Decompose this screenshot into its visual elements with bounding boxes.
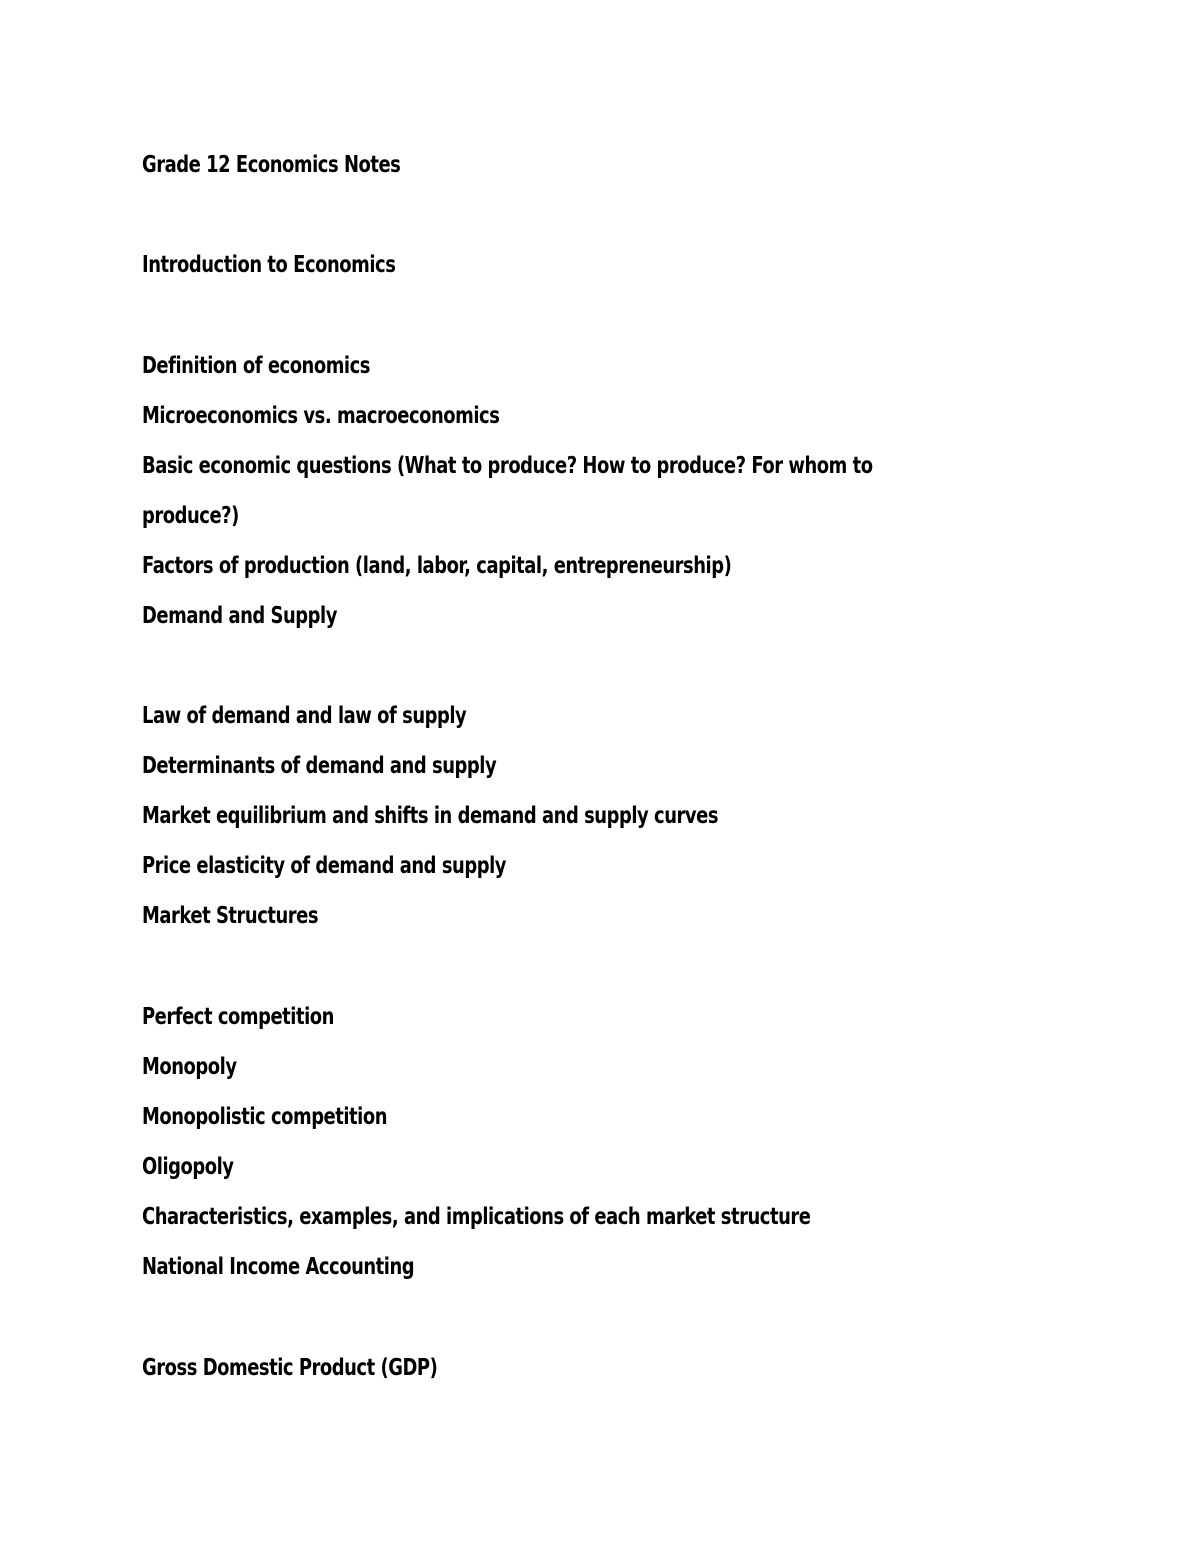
section-heading-market-structures: Market Structures (142, 903, 319, 929)
list-item: Characteristics, examples, and implications of each market structure (142, 1204, 811, 1230)
list-item: Perfect competition (142, 1004, 334, 1030)
list-item: Law of demand and law of supply (142, 703, 467, 729)
list-item: Price elasticity of demand and supply (142, 853, 506, 879)
list-item: Factors of production (land, labor, capital, entrepreneurship) (142, 553, 732, 579)
document-title: Grade 12 Economics Notes (142, 152, 401, 178)
list-item: Definition of economics (142, 353, 371, 379)
list-item: Monopoly (142, 1054, 237, 1080)
list-item: Gross Domestic Product (GDP) (142, 1355, 438, 1381)
section-heading-demand-supply: Demand and Supply (142, 603, 337, 629)
list-item-continuation: produce?) (142, 503, 239, 529)
list-item: Microeconomics vs. macroeconomics (142, 403, 500, 429)
list-item: Determinants of demand and supply (142, 753, 497, 779)
section-heading-introduction: Introduction to Economics (142, 252, 396, 278)
list-item: Basic economic questions (What to produce? How to produce? For whom to (142, 453, 873, 479)
section-heading-national-income: National Income Accounting (142, 1254, 415, 1280)
list-item: Oligopoly (142, 1154, 234, 1180)
list-item: Market equilibrium and shifts in demand and supply curves (142, 803, 719, 829)
list-item: Monopolistic competition (142, 1104, 388, 1130)
